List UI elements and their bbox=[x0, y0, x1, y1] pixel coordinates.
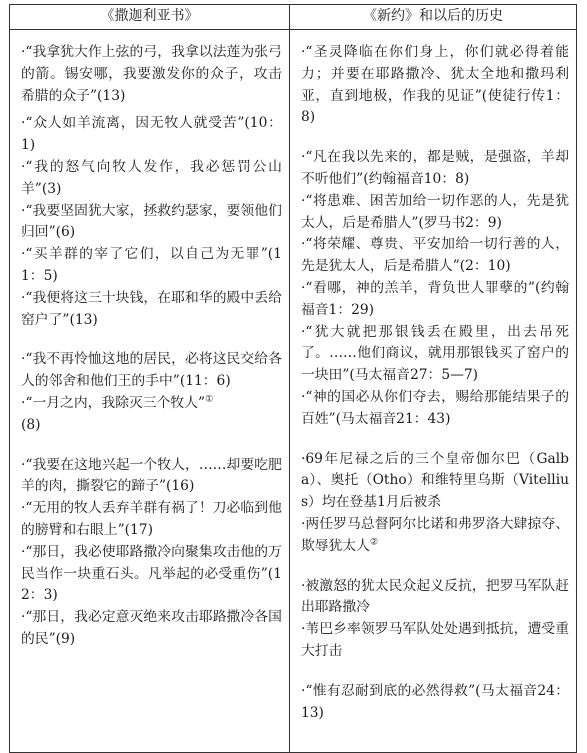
right-column bbox=[289, 30, 576, 753]
left-entry: ·“买羊群的宰了它们，以自己为无罪”(11：5) bbox=[21, 246, 282, 284]
right-entry: ·“神的国必从你们夺去，赐给那能结果子的百姓”(马太福音21：43) bbox=[300, 388, 569, 427]
right-entry: ·“犹大就把那银钱丢在殿里，出去吊死了。……他们商议，就用那银钱买了窑户的一块田”(马太福音27：5—7) bbox=[300, 323, 569, 384]
table-body-row bbox=[10, 30, 577, 753]
left-entry: ·“我便将这三十块钱，在耶和华的殿中丢给窑户了”(13) bbox=[21, 289, 282, 328]
right-entry: ·被激怒的犹太民众起义反抗，把罗马军队赶出耶路撒冷 bbox=[300, 577, 569, 616]
right-entry: ·“惟有忍耐到底的必然得救”(马太福音24：13) bbox=[300, 682, 569, 721]
left-entry: ·“我不再怜恤这地的居民，必将这民交给各人的邻舍和他们王的手中”(11：6) bbox=[21, 351, 282, 390]
left-column bbox=[10, 30, 290, 753]
footnote-marker[interactable]: ② bbox=[369, 537, 379, 548]
entry-citation: (8) bbox=[21, 416, 41, 433]
left-entry: ·“我拿犹大作上弦的弓，我拿以法莲为张弓的箭。锡安哪，我要激发你的众子，攻击希腊的众子”(13) bbox=[21, 44, 282, 104]
right-entry: ·“圣灵降临在你们身上，你们就必得着能力；并要在耶路撒冷、犹太全地和撒玛利亚，直到地极，作我的见证”(使徒行传1：8) bbox=[300, 44, 569, 126]
right-entry: ·“看哪，神的羔羊，背负世人罪孽的”(约翰福音1：29) bbox=[300, 279, 569, 318]
left-entry: ·“众人如羊流离，因无牧人就受苦”(10：1) bbox=[21, 115, 282, 154]
right-entry: ·69年尼禄之后的三个皇帝伽尔巴（Galba）、奥托（Otho）和维特里乌斯（Vitellius）均在登基1月后被杀 bbox=[300, 450, 569, 511]
comparison-table bbox=[9, 4, 577, 753]
left-entry: ·“无用的牧人丢弃羊群有祸了！刀必临到他的膀臂和右眼上”(17) bbox=[21, 500, 282, 538]
right-entry: ·“凡在我以先来的，都是贼，是强盗，羊却不听他们”(约翰福音10：8) bbox=[300, 149, 569, 187]
right-entry: ·“将荣耀、尊贵、平安加给一切行善的人，先是犹太人，后是希腊人”(2：10) bbox=[300, 236, 569, 275]
left-entry: ·“那日，我必使耶路撒冷向聚集攻击他的万民当作一块重石头。凡举起的必受重伤”(12：3) bbox=[21, 543, 282, 604]
right-entry: ·“将患难、困苦加给一切作恶的人，先是犹太人，后是希腊人”(罗马书2：9) bbox=[300, 192, 569, 231]
right-entry: ·苇巴乡率领罗马军队处处遇到抵抗，遭受重大打击 bbox=[300, 621, 569, 659]
left-entry: ·“我要在这地兴起一个牧人，……却要吃肥羊的肉，撕裂它的蹄子”(16) bbox=[21, 456, 282, 495]
entry-text: ·两任罗马总督阿尔比诺和弗罗洛大肆掠夺、欺辱犹太人 bbox=[300, 515, 569, 554]
left-entry: ·“我的怒气向牧人发作，我必惩罚公山羊”(3) bbox=[21, 158, 282, 197]
table-header-row bbox=[10, 5, 577, 30]
footnote-marker[interactable]: ① bbox=[205, 394, 214, 405]
left-entry: ·“我要坚固犹大家，拯救约瑟家，要领他们归回”(6) bbox=[21, 202, 282, 241]
left-entry: ·“那日，我必定意灭绝来攻击耶路撒冷各国的民”(9) bbox=[21, 609, 282, 647]
left-entry bbox=[21, 393, 282, 437]
right-entry bbox=[301, 514, 569, 558]
header-new-testament-history: 《新约》和以后的历史 bbox=[289, 5, 576, 30]
header-zechariah: 《撒迦利亚书》 bbox=[10, 5, 290, 30]
entry-text: ·“一月之内，我除灭三个牧人” bbox=[21, 394, 206, 411]
